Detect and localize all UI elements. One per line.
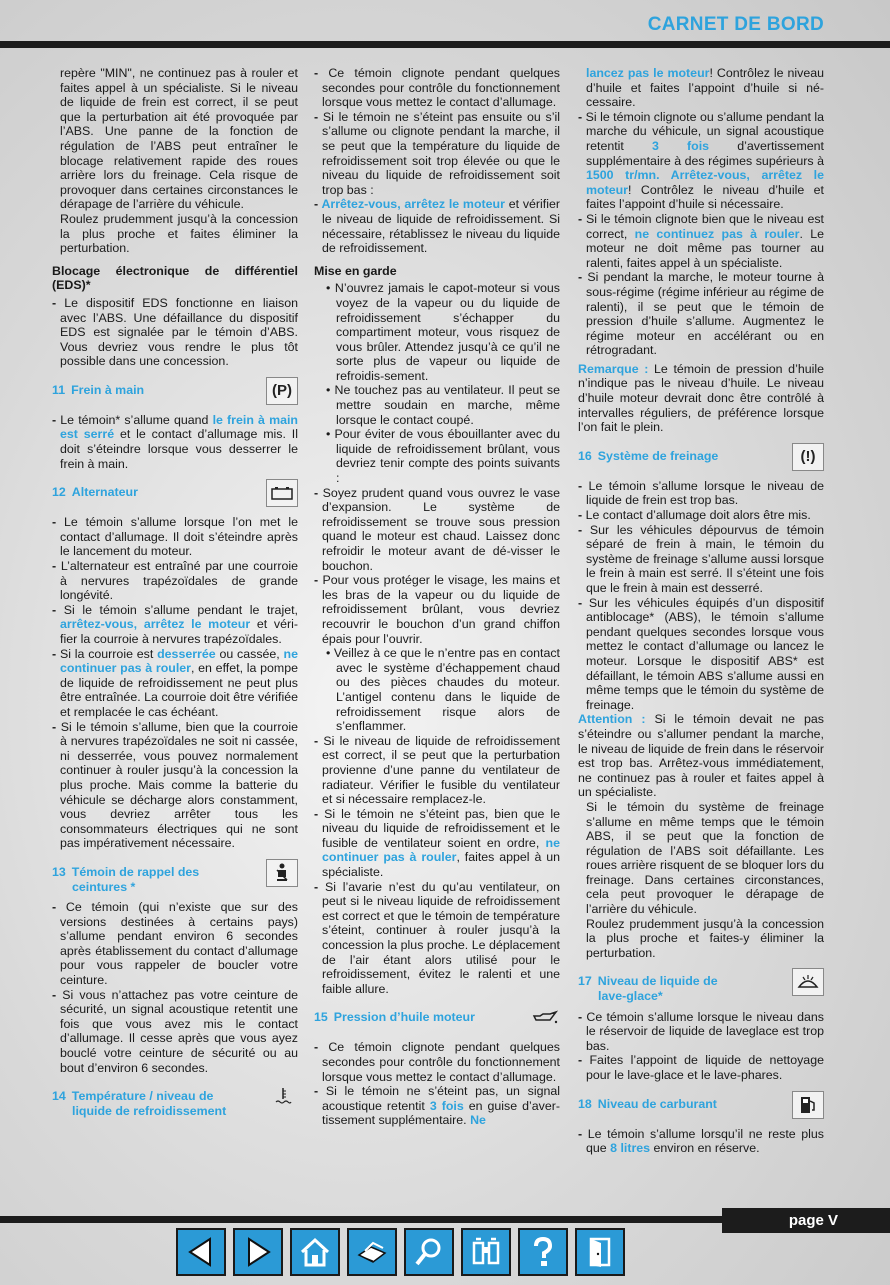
print-button[interactable] (347, 1228, 397, 1276)
bullet-item: - Si le témoin ne s’éteint pas ensuite ou s’il s’allume ou clignote pendant la marche, il se peut que la température du liquide de refroidissement soit trop élevée ou que le niveau du liquide de refroidissement soit trop bas : (314, 110, 560, 198)
bullet-item: - Si l’avarie n’est du qu’au ventilateur, on peut si le niveau liquide de refroidissement est correct et que le témoin de température s’éteint, continuer à rouler jusqu’à la concession la plus proche. Le déplacement de l’air étant alors utilisé pour le refroidissement, évitez le ralenti et une faible allure. (314, 880, 560, 997)
exit-door-icon (583, 1235, 617, 1269)
navigation-bar (176, 1228, 625, 1276)
search-button[interactable] (404, 1228, 454, 1276)
bullet-item: - Le témoin s’allume lorsque l’on met le contact d’allumage. Il doit s’éteindre après le lancement du moteur. (52, 515, 298, 559)
washer-fluid-icon (792, 968, 824, 996)
bullet-item: - Ce témoin clignote pendant quelques secondes pour contrôle du fonctionnement lorsque vous mettez le contact d’allumage. (314, 1040, 560, 1084)
binoculars-icon (469, 1235, 503, 1269)
brake-warning-icon: (!) (792, 443, 824, 471)
parking-brake-icon: (P) (266, 377, 298, 405)
bullet-item: - Sur les véhicules dépourvus de témoin séparé de frein à main, le témoin du système de freinage s’allume aussi lorsque le frein à main est serré. Il s’éteint une fois que le frein à main est desserré. (578, 523, 824, 596)
search-icon (412, 1235, 446, 1269)
top-divider (0, 41, 890, 48)
section-heading-18: 18 Niveau de carburant (578, 1097, 824, 1121)
column-2 (314, 66, 560, 1128)
battery-icon (266, 479, 298, 507)
section-heading-mise-en-garde: Mise en garde (314, 263, 397, 278)
home-icon (298, 1235, 332, 1269)
column-1 (52, 66, 298, 1124)
attention-note: Attention : Si le témoin devait ne pas s’éteindre ou s’allumer pendant la marche, le niveau de liquide de frein dans le réservoir est trop bas. Arrêtez-vous immédiatement, ne continuez pas à rouler et faites appel à un spécialiste. (578, 712, 824, 800)
bullet-item: - Si le niveau de liquide de refroidissement est correct, il se peut que la perturbation provienne d’une panne du ventilateur de radiateur. Vérifier le fusible du ventilateur et si nécessaire remplacez-le. (314, 734, 560, 807)
bullet-item: - Ce témoin clignote pendant quelques secondes pour contrôle du fonctionnement lorsque vous mettez le contact d’allumage. (314, 66, 560, 110)
bullet-item: - Si le témoin clignote bien que le niveau est correct, ne continuez pas à rouler. Le moteur ne doit même pas tourner au ralenti, faites appel à un spécialiste. (578, 212, 824, 270)
warning-item: • N’ouvrez jamais le capot-moteur si vous voyez de la vapeur ou du liquide de refroidissement s’échapper du compartiment moteur, vous risquez de vous brûler. Attendez jusqu’à ce qu’il ne sorte plus de vapeur ou liquide de refroidis-sement. (314, 281, 560, 383)
section-heading-eds: Blocage électronique de différentiel (EDS)* (52, 263, 298, 293)
warning-item: • Ne touchez pas au ventilateur. Il peut se mettre soudain en marche, même lorsque le contact coupé. (314, 383, 560, 427)
bullet-item: - Le témoin s’allume lorsque le niveau de liquide de frein est trop bas. (578, 479, 824, 508)
printer-icon (355, 1235, 389, 1269)
bullet-item: - Si le témoin s’allume, bien que la courroie à nervures trapézoïdales ne soit ni cassée, ni desserrée, vous pouvez normalement continuer à rouler jusqu’à la concession la plus proche. Mais comme la batterie du véhicule se décharge alors constamment, vous devriez arrêter tous les consommateurs électriques qui ne sont pas impérativement nécessaire. (52, 720, 298, 851)
warning-item: • Veillez à ce que le n’entre pas en contact avec le système d’échappement chaud ou des pièces chaudes du moteur. L’antigel contenu dans le liquide de refroidissement risque alors de s’enflammer. (314, 646, 560, 734)
bullet-item: - Si pendant la marche, le moteur tourne à sous-régime (régime inférieur au régime de ralenti), il se peut que le témoin de pression d’huile s’allume. Augmentez le régime moteur en accélérant ou en rétrogradant. (578, 270, 824, 358)
section-heading-17: 17 Niveau de liquide de lave-glace* (578, 974, 824, 1003)
previous-page-icon (184, 1235, 218, 1269)
help-button[interactable] (518, 1228, 568, 1276)
seatbelt-icon (266, 859, 298, 887)
bullet-item: - Si vous n’attachez pas votre ceinture de sécurité, un signal acoustique retentit une fois que vous avez mis le contact d’allumage. Il cesse après que vous ayez bouclé votre ceinture de sécurité ou au bout d’environ 6 secondes. (52, 988, 298, 1076)
exit-button[interactable] (575, 1228, 625, 1276)
coolant-temperature-icon (268, 1083, 298, 1109)
warning-item: • Pour éviter de vous ébouillanter avec du liquide de refroidissement brûlant, vous devriez tenir compte des points suivants : (314, 427, 560, 485)
home-button[interactable] (290, 1228, 340, 1276)
bullet-item: - Ce témoin (qui n’existe que sur des versions destinées à certains pays) s’allume pendant environ 6 secondes après établissement du contact d’allumage pour vous rappeler de boucler votre ceinture. (52, 900, 298, 988)
bullet-item: - Si la courroie est desserrée ou cassée, ne continuer pas à rouler, en effet, la pompe de liquide de refroidissement ne peut plus être entraînée. La courroie doit être vérifiée et remplacée le cas échéant. (52, 647, 298, 720)
bullet-item: - Si le témoin s’allume pendant le trajet, arrêtez-vous, arrêtez le moteur et véri-fier la courroie à nervures trapézoïdales. (52, 603, 298, 647)
bullet-item: - Le témoin s’allume lorsqu’il ne reste plus que 8 litres environ en réserve. (578, 1127, 824, 1156)
bullet-item: - Le témoin* s’allume quand le frein à main est serré et le contact d’allumage mis. Il doit s’éteindre lorsque vous desserrer le frein à main. (52, 413, 298, 471)
remark-note: Remarque : Le témoin de pression d’huile n’indique pas le niveau d’huile. Le niveau d’huile moteur devrait donc être contrôlé à intervalles réguliers, de préférence lorsque l’on fait le plein. (578, 361, 825, 435)
fuel-pump-icon (792, 1091, 824, 1119)
bullet-item: - Ce témoin s’allume lorsque le niveau dans le réservoir de liquide de laveglace est trop bas. (578, 1010, 824, 1054)
paragraph: lancez pas le moteur! Contrôlez le niveau d’huile et faites l’appoint d’huile si né-cessaire. (586, 66, 824, 110)
page-number: page V (722, 1208, 890, 1233)
section-heading-16: 16 Système de freinage (!) (578, 449, 824, 473)
bullet-item: - Si le témoin ne s’éteint pas, un signal acoustique retentit 3 fois en guise d’aver-tissement supplémentaire. Ne (314, 1084, 560, 1128)
zoom-button[interactable] (461, 1228, 511, 1276)
bullet-item: - Sur les véhicules équipés d’un dispositif antiblocage* (ABS), le témoin s’allume pendant quelques secondes lorsque vous mettez le contact d’allumage ou lancez le moteur. Lorsque le dispositif ABS* est défaillant, le témoin ABS s’allume aussi en même temps que le témoin du système de freinage. (578, 596, 824, 713)
help-icon (526, 1235, 560, 1269)
paragraph: repère "MIN", ne continuez pas à rouler et faites appel à un spécialiste. Si le niveau de liquide de frein est correct, il se peut que la perturbation ait été provoquée par l’ABS. Une panne de la fonction de régulation de l’ABS peut entraîner le blocage relativement rapide des roues arrière lors du freinage. Cela risque de provoquer dans certaines circonstances le dérapage de l’arrière du véhicule. (60, 66, 298, 212)
column-3 (578, 66, 824, 1156)
bullet-item: - L’alternateur est entraîné par une courroie à nervures trapézoïdales de grande longévité. (52, 559, 298, 603)
paragraph: Roulez prudemment jusqu’à la concession la plus proche et faites éliminer la perturbation. (60, 211, 298, 256)
bullet-item: - Si le témoin clignote ou s’allume pendant la marche du véhicule, un signal acoustique retentit 3 fois d’avertissement supplémentaire à des régimes supérieurs à 1500 tr/mn. Arrêtez-vous, arrêtez le moteur! Contrôlez le niveau d’huile et faites l’appoint d’huile si nécessaire. (578, 110, 824, 212)
next-page-button[interactable] (233, 1228, 283, 1276)
bullet-item: - Le contact d’allumage doit alors être mis. (578, 508, 824, 523)
section-heading-11: 11 Frein à main (P) (52, 383, 298, 407)
bullet-item: - Pour vous protéger le visage, les mains et les bras de la vapeur ou du liquide de refroidissement brûlant, vous devriez recouvrir le bouchon d’un grand chiffon épais pour l’ouvrir. (314, 573, 560, 646)
section-heading-12: 12 Alternateur (52, 485, 298, 509)
oil-pressure-icon (530, 1004, 560, 1030)
section-heading-13: 13 Témoin de rappel des ceintures * (52, 865, 298, 894)
bullet-item: - Soyez prudent quand vous ouvrez le vase d’expansion. Le système de refroidissement se trouve sous pression quand le moteur est chaud. Laissez donc refroidir le moteur avant de dé-visser le bouchon. (314, 486, 560, 574)
bullet-item: - Le dispositif EDS fonctionne en liaison avec l’ABS. Une défaillance du dispositif EDS est signalée par le témoin d’ABS. Vous devriez vous rendre le plus tôt possible dans une concession. (52, 296, 298, 369)
section-heading-15: 15 Pression d’huile moteur (314, 1010, 560, 1034)
previous-page-button[interactable] (176, 1228, 226, 1276)
next-page-icon (241, 1235, 275, 1269)
bullet-item: - Si le témoin ne s’éteint pas, bien que le niveau du liquide de refroidissement et le fusible de ventilateur soient en ordre, ne continuer pas à rouler, faites appel à un spécialiste. (314, 807, 560, 880)
bullet-item: - Arrêtez-vous, arrêtez le moteur et vérifier le niveau de liquide de refroidissement. Si nécessaire, rétablissez le niveau du liquide de refroidissement. (314, 197, 560, 255)
section-heading-14: 14 Température / niveau de liquide de refroidissement (52, 1089, 298, 1118)
paragraph: Si le témoin du système de freinage s’allume en même temps que le témoin ABS, il se peut que la fonction de régulation de l’ABS soit défaillante. Les roues arrière risquent de se bloquer lors du freinage. Dans certaines circonstances, cela peut provoquer le dérapage de l’arrière du véhicule. (586, 799, 824, 917)
paragraph: Roulez prudemment jusqu’à la concession la plus proche et faites-y éliminer la perturbation. (586, 916, 824, 960)
page-title: CARNET DE BORD (647, 14, 824, 35)
bullet-item: - Faites l’appoint de liquide de nettoyage pour le lave-glace et le lave-phares. (578, 1053, 824, 1082)
